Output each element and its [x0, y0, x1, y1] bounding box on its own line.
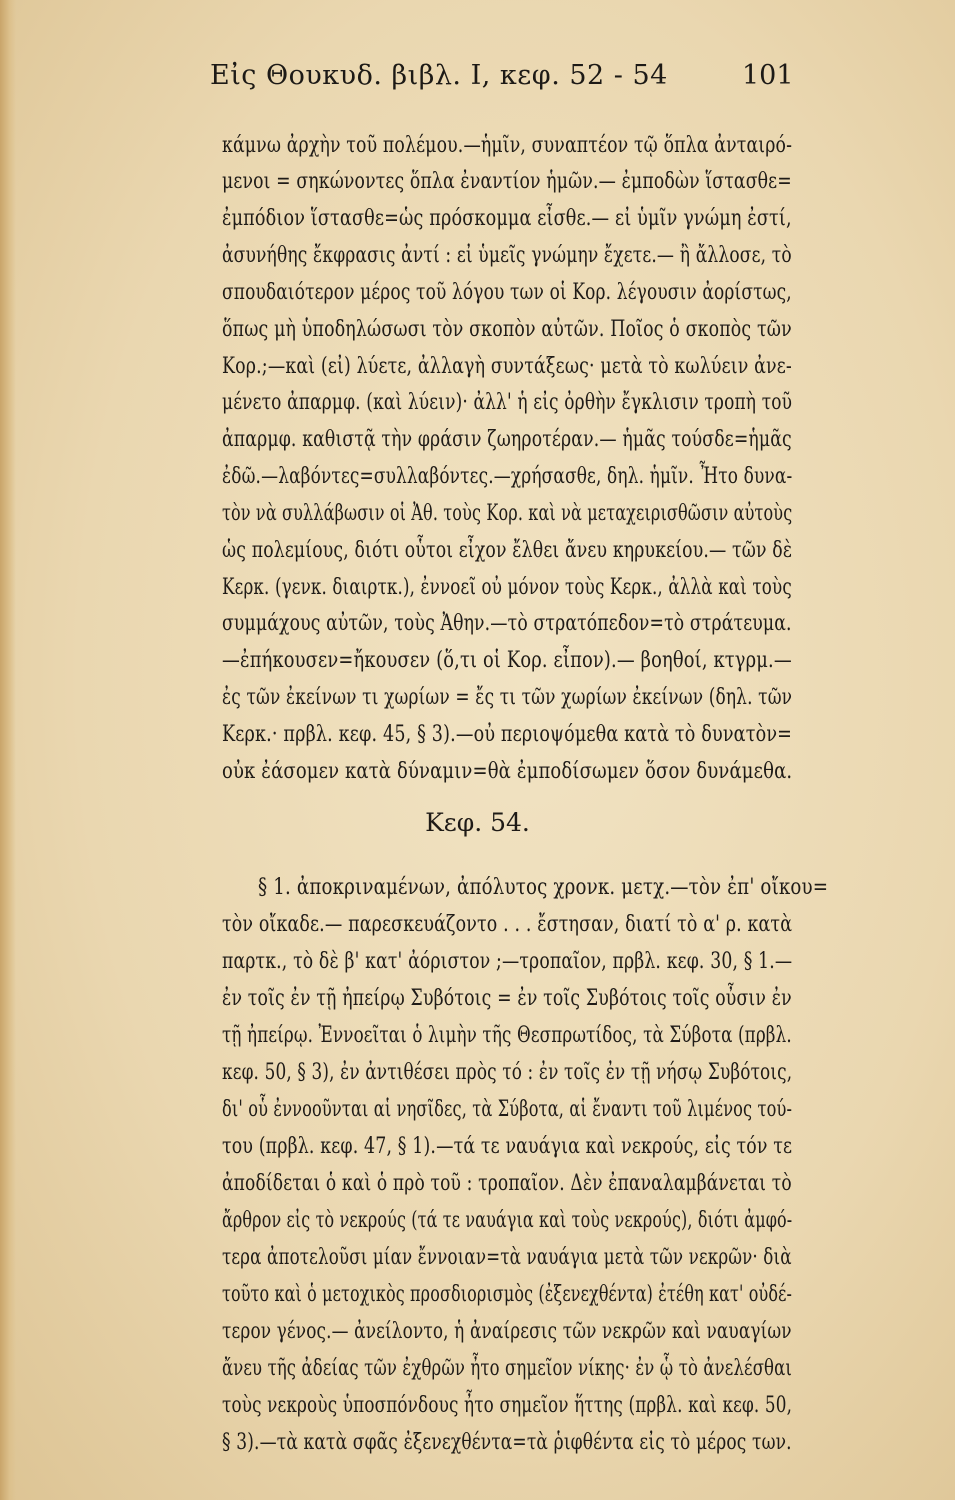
text-line: Κερκ.· πρβλ. κεφ. 45, § 3).—οὐ περιοψόμεθα κατὰ τὸ δυνατὸν=: [222, 721, 793, 747]
text-line: οὐκ ἐάσομεν κατὰ δύναμιν=θὰ ἐμποδίσωμεν ὅσον δυνάμεθα.: [222, 758, 793, 784]
page-header: [0, 60, 955, 108]
text-line: τὸν νὰ συλλάβωσιν οἱ Ἀθ. τοὺς Κορ. καὶ νὰ μεταχειρισθῶσιν αὐτοὺς: [222, 500, 793, 526]
text-line: ὡς πολεμίους, διότι οὗτοι εἶχον ἔλθει ἄνευ κηρυκείου.— τῶν δὲ: [222, 537, 793, 563]
text-line: ἐδῶ.—λαβόντες=συλλαβόντες.—χρήσασθε, δηλ. ἡμῖν. Ἦτο δυνα-: [222, 463, 793, 489]
text-line: ὅπως μὴ ὑποδηλώσωσι τὸν σκοπὸν αὐτῶν. Ποῖος ὁ σκοπὸς τῶν: [222, 316, 792, 342]
page-number: 101: [742, 60, 794, 91]
text-line: σπουδαιότερον μέρος τοῦ λόγου των οἱ Κορ. λέγουσιν ἀορίστως,: [222, 279, 792, 305]
text-line: κεφ. 50, § 3), ἐν ἀντιθέσει πρὸς τό : ἐν τοῖς ἐν τῇ νήσῳ Συβότοις,: [222, 1059, 793, 1085]
text-line: ἀπαρμφ. καθιστᾷ τὴν φράσιν ζωηροτέραν.— ἡμᾶς τούσδε=ἡμᾶς: [222, 426, 792, 452]
text-line: τοὺς νεκροὺς ὑποσπόνδους ἦτο σημεῖον ἥττης (πρβλ. καὶ κεφ. 50,: [222, 1392, 793, 1418]
text-line: τῇ ἠπείρῳ. Ἐννοεῖται ὁ λιμὴν τῆς Θεσπρωτίδος, τὰ Σύβοτα (πρβλ.: [222, 1022, 792, 1048]
text-line: τερα ἀποτελοῦσι μίαν ἔννοιαν=τὰ ναυάγια μετὰ τῶν νεκρῶν· διὰ: [222, 1244, 792, 1270]
text-line: τοῦτο καὶ ὁ μετοχικὸς προσδιορισμὸς (ἐξενεχθέντα) ἐτέθη κατ' οὐδέ-: [222, 1281, 793, 1307]
text-line: Κερκ. (γενκ. διαιρτκ.), ἐννοεῖ οὐ μόνον τοὺς Κερκ., ἀλλὰ καὶ τοὺς: [222, 574, 792, 600]
text-line: του (πρβλ. κεφ. 47, § 1).—τά τε ναυάγια καὶ νεκρούς, εἰς τόν τε: [222, 1133, 793, 1159]
text-line: ἄρθρον εἰς τὸ νεκρούς (τά τε ναυάγια καὶ τοὺς νεκρούς), διότι ἀμφό-: [222, 1207, 793, 1233]
text-line: § 1. ἀποκριναμένων, ἀπόλυτος χρονκ. μετχ.—τὸν ἐπ' οἴκου=: [258, 874, 829, 900]
text-line: κάμνω ἀρχὴν τοῦ πολέμου.—ἡμῖν, συναπτέον τῷ ὅπλα ἀνταιρό-: [222, 132, 793, 158]
text-line: τερον γένος.— ἀνείλοντο, ἡ ἀναίρεσις τῶν νεκρῶν καὶ ναυαγίων: [222, 1318, 792, 1344]
section-title: Κεφ. 54.: [425, 808, 530, 837]
text-line: μενοι = σηκώνοντες ὅπλα ἐναντίον ἡμῶν.— ἐμποδὼν ἵστασθε=: [222, 168, 792, 194]
text-line: ἀποδίδεται ὁ καὶ ὁ πρὸ τοῦ : τροπαῖον. Δὲν ἐπαναλαμβάνεται τὸ: [222, 1170, 792, 1196]
text-line: συμμάχους αὐτῶν, τοὺς Ἀθην.—τὸ στρατόπεδον=τὸ στράτευμα.: [222, 610, 792, 636]
text-line: —ἐπήκουσεν=ἤκουσεν (ὅ,τι οἱ Κορ. εἶπον).— βοηθοί, κτγρμ.—: [222, 647, 792, 673]
text-line: μένετο ἀπαρμφ. (καὶ λύειν)· ἀλλ' ἡ εἰς ὀρθὴν ἔγκλισιν τροπὴ τοῦ: [222, 389, 793, 415]
text-line: δι' οὗ ἐννοοῦνται αἱ νησῖδες, τὰ Σύβοτα, αἱ ἔναντι τοῦ λιμένος τού-: [222, 1096, 793, 1122]
text-line: ἀσυνήθης ἔκφρασις ἀντί : εἰ ὑμεῖς γνώμην ἔχετε.— ἢ ἄλλοσε, τὸ: [222, 242, 792, 268]
text-line: § 3).—τὰ κατὰ σφᾶς ἐξενεχθέντα=τὰ ῥιφθέντα εἰς τὸ μέρος των.: [222, 1429, 792, 1455]
running-head: Εἰς Θουκυδ. βιβλ. I, κεφ. 52 - 54: [210, 60, 668, 91]
text-line: ἐμπόδιον ἵστασθε=ὡς πρόσκομμα εἶσθε.— εἰ ὑμῖν γνώμη ἐστί,: [222, 205, 792, 231]
page-binding-shadow: [0, 0, 16, 1500]
text-line: Κορ.;—καὶ (εἰ) λύετε, ἀλλαγὴ συντάξεως· μετὰ τὸ κωλύειν ἀνε-: [222, 353, 792, 379]
text-line: παρτκ., τὸ δὲ β' κατ' ἀόριστον ;—τροπαῖον, πρβλ. κεφ. 30, § 1.—: [222, 948, 793, 974]
text-line: ἐς τῶν ἐκείνων τι χωρίων = ἔς τι τῶν χωρίων ἐκείνων (δηλ. τῶν: [222, 684, 793, 710]
text-line: ἐν τοῖς ἐν τῇ ἠπείρῳ Συβότοις = ἐν τοῖς Συβότοις τοῖς οὖσιν ἐν: [222, 985, 792, 1011]
text-line: ἄνευ τῆς ἀδείας τῶν ἐχθρῶν ἦτο σημεῖον νίκης· ἐν ᾧ τὸ ἀνελέσθαι: [222, 1355, 792, 1381]
text-line: τὸν οἴκαδε.— παρεσκευάζοντο . . . ἔστησαν, διατί τὸ α' ρ. κατὰ: [222, 911, 793, 937]
